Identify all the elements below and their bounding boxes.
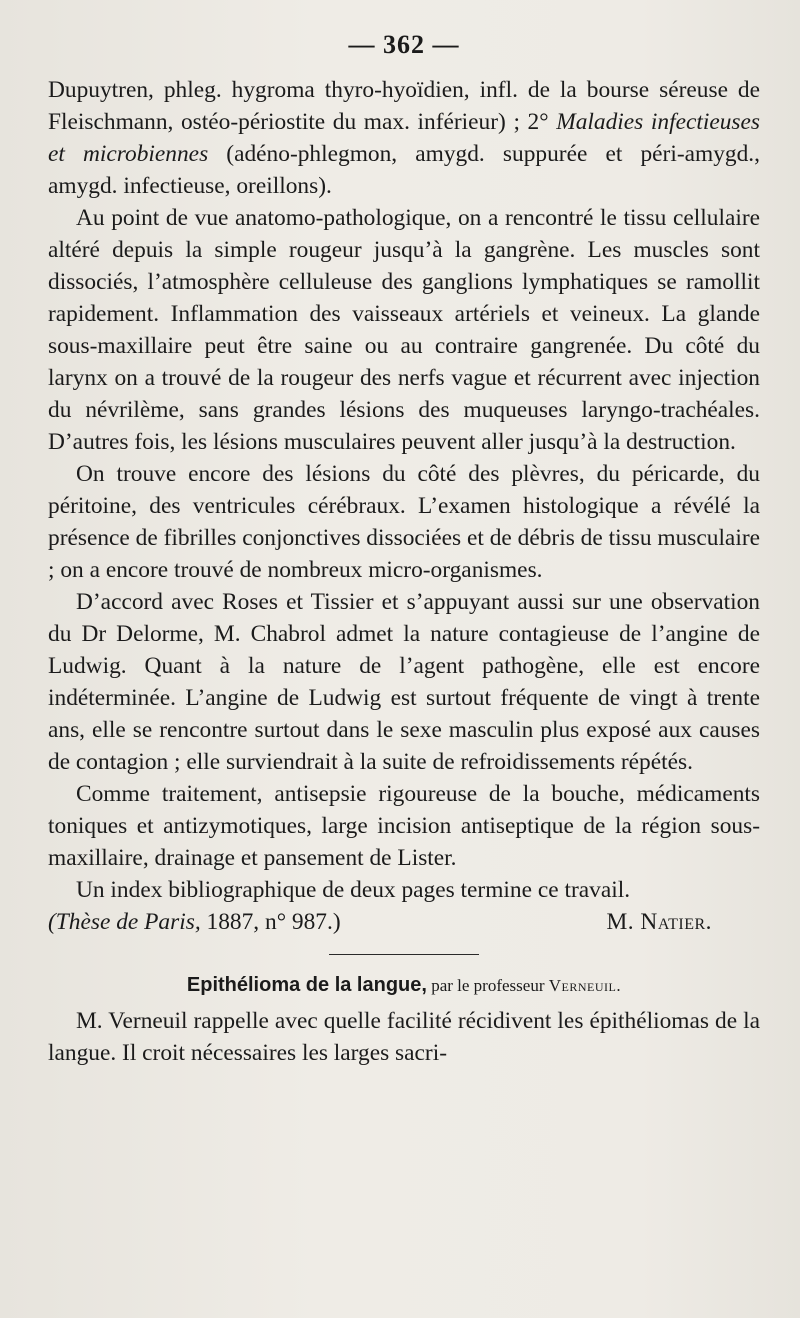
citation-line [48, 906, 760, 938]
paragraph-4: D’accord avec Roses et Tissier et s’appuyant aussi sur une observation du Dr Delorme, M. Chabrol admet la nature contagieuse de l’angine de Ludwig. Quant à la nature de l’agent pathogène, elle est encore indéterminée. L’angine de Ludwig est surtout fréquente de vingt à trente ans, elle se rencontre surtout dans le sexe masculin plus exposé aux causes de contagion ; elle surviendrait à la suite de refroidissements répétés. [48, 589, 760, 775]
section-divider [329, 954, 479, 955]
citation-source: (Thèse de Paris, 1887, n° 987.) [48, 909, 341, 935]
paragraph-6: Un index bibliographique de deux pages termine ce travail. [76, 877, 631, 903]
page-number: — 362 — [348, 30, 460, 59]
paragraph-5: Comme traitement, antisepsie rigoureuse de la bouche, médicaments toniques et antizymotiques, large incision antiseptique de la région sous-maxillaire, drainage et pansement de Lister. [48, 781, 760, 871]
emphasis-maladies: Maladies infectieuses et microbiennes [48, 109, 760, 167]
paragraph-7: M. Verneuil rappelle avec quelle facilité récidivent les épithéliomas de la langue. Il croit nécessaires les larges sacri- [48, 1008, 760, 1066]
section-heading [48, 969, 760, 1001]
section-body [48, 1005, 760, 1069]
article-body [48, 74, 760, 906]
paragraph-1: Dupuytren, phleg. hygroma thyro-hyoïdien, infl. de la bourse séreuse de Fleischmann, ostéo-périostite du max. inférieur) ; 2° Maladies infectieuses et microbiennes (adéno-phlegmon, amygd. suppurée et péri-amygd., amygd. infectieuse, oreillons). [48, 77, 760, 199]
paragraph-3: On trouve encore des lésions du côté des plèvres, du péricarde, du péritoine, des ventricules cérébraux. L’examen histologique a révélé la présence de fibrilles conjonctives dissociées et de débris de tissu musculaire ; on a encore trouvé de nombreux micro-organismes. [48, 461, 760, 583]
paragraph-2: Au point de vue anatomo-pathologique, on a rencontré le tissu cellulaire altéré depuis la simple rougeur jusqu’à la gangrène. Les muscles sont dissociés, l’atmosphère celluleuse des ganglions lymphatiques se ramollit rapidement. Inflammation des vaisseaux artériels et veineux. La glande sous-maxillaire peut être saine ou au contraire gangrenée. Du côté du larynx on a trouvé de la rougeur des nerfs vague et récurrent avec injection du névrilème, sans grandes lésions des muqueuses laryngo-trachéales. D’autres fois, les lésions musculaires peuvent aller jusqu’à la destruction. [48, 205, 760, 455]
section-author: Verneuil. [548, 976, 622, 995]
section-title: Epithélioma de la langue, [186, 974, 427, 996]
section-byline: par le professeur [426, 976, 549, 995]
citation-signature: M. Natier. [606, 909, 712, 935]
